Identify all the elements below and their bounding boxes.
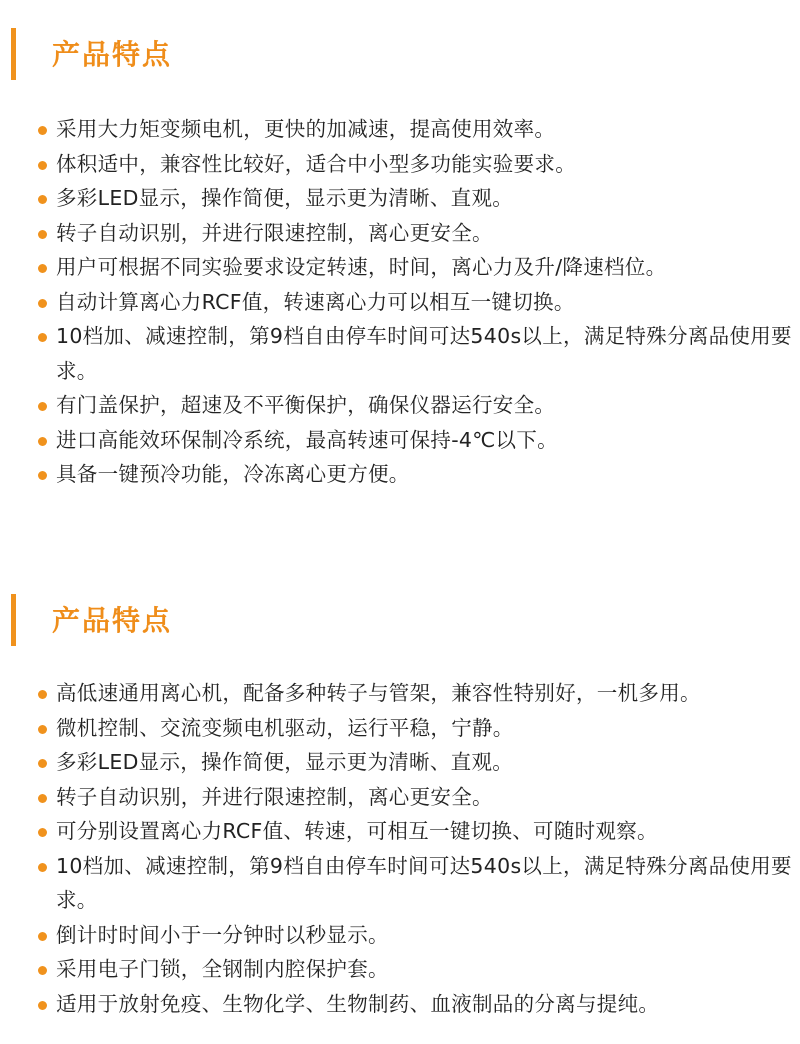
list-item	[0, 849, 800, 918]
bullet-dot-icon	[38, 932, 47, 941]
section-title: 产品特点	[52, 38, 173, 71]
list-item	[0, 814, 800, 849]
list-item-text: 适用于放射免疫、生物化学、生物制药、血液制品的分离与提纯。	[56, 991, 660, 1016]
list-item	[0, 388, 800, 423]
feature-list	[0, 112, 800, 492]
list-item-text: 多彩LED显示，操作简便，显示更为清晰、直观。	[56, 750, 514, 774]
list-item-text: 有门盖保护，超速及不平衡保护，确保仪器运行安全。	[56, 393, 556, 417]
list-item-text: 采用电子门锁，全钢制内腔保护套。	[56, 957, 389, 981]
list-item	[0, 285, 800, 320]
list-item	[0, 952, 800, 987]
list-item	[0, 780, 800, 815]
bullet-dot-icon	[38, 759, 47, 768]
bullet-dot-icon	[38, 230, 47, 239]
list-item-text: 转子自动识别，并进行限速控制，离心更安全。	[56, 784, 493, 809]
list-item	[0, 918, 800, 953]
bullet-dot-icon	[38, 1001, 47, 1010]
list-item-text: 可分别设置离心力RCF值、转速，可相互一键切换、可随时观察。	[56, 819, 658, 843]
bullet-dot-icon	[38, 794, 47, 803]
bullet-dot-icon	[38, 161, 47, 170]
list-item	[0, 987, 800, 1022]
feature-section-2	[0, 594, 800, 1016]
list-item	[0, 676, 800, 711]
list-item-text: 10档加、减速控制，第9档自由停车时间可达540s以上，满足特殊分离品使用要求。	[56, 324, 792, 383]
list-item-text: 多彩LED显示，操作简便，显示更为清晰、直观。	[56, 186, 514, 210]
list-item-text: 体积适中，兼容性比较好，适合中小型多功能实验要求。	[56, 151, 576, 176]
section-heading	[0, 28, 800, 80]
list-item	[0, 711, 800, 746]
bullet-dot-icon	[38, 690, 47, 699]
bullet-dot-icon	[38, 264, 47, 273]
list-item	[0, 181, 800, 216]
list-item-text: 进口高能效环保制冷系统，最高转速可保持-4℃以下。	[56, 427, 558, 452]
heading-accent-bar	[11, 28, 16, 80]
list-item-text: 采用大力矩变频电机，更快的加减速，提高使用效率。	[56, 117, 556, 141]
bullet-dot-icon	[38, 195, 47, 204]
section-title: 产品特点	[52, 604, 173, 637]
list-item	[0, 147, 800, 182]
list-item-text: 10档加、减速控制，第9档自由停车时间可达540s以上，满足特殊分离品使用要求。	[56, 853, 792, 912]
bullet-dot-icon	[38, 471, 47, 480]
bullet-dot-icon	[38, 966, 47, 975]
bullet-dot-icon	[38, 437, 47, 446]
feature-section-1	[0, 28, 800, 486]
list-item	[0, 319, 800, 388]
bullet-dot-icon	[38, 863, 47, 872]
list-item-text: 具备一键预冷功能，冷冻离心更方便。	[56, 462, 410, 486]
list-item	[0, 457, 800, 492]
list-item-text: 自动计算离心力RCF值，转速离心力可以相互一键切换。	[56, 289, 575, 314]
bullet-dot-icon	[38, 725, 47, 734]
bullet-dot-icon	[38, 828, 47, 837]
feature-list	[0, 676, 800, 1021]
list-item-text: 转子自动识别，并进行限速控制，离心更安全。	[56, 220, 493, 245]
list-item	[0, 112, 800, 147]
section-heading	[0, 594, 800, 646]
bullet-dot-icon	[38, 299, 47, 308]
list-item-text: 倒计时时间小于一分钟时以秒显示。	[56, 922, 389, 947]
list-item-text: 微机控制、交流变频电机驱动，运行平稳，宁静。	[56, 715, 514, 740]
list-item	[0, 250, 800, 285]
list-item-text: 用户可根据不同实验要求设定转速，时间，离心力及升/降速档位。	[56, 255, 667, 279]
list-item-text: 高低速通用离心机，配备多种转子与管架，兼容性特别好，一机多用。	[56, 681, 701, 705]
list-item	[0, 745, 800, 780]
list-item	[0, 423, 800, 458]
heading-accent-bar	[11, 594, 16, 646]
bullet-dot-icon	[38, 126, 47, 135]
bullet-dot-icon	[38, 333, 47, 342]
list-item	[0, 216, 800, 251]
bullet-dot-icon	[38, 402, 47, 411]
